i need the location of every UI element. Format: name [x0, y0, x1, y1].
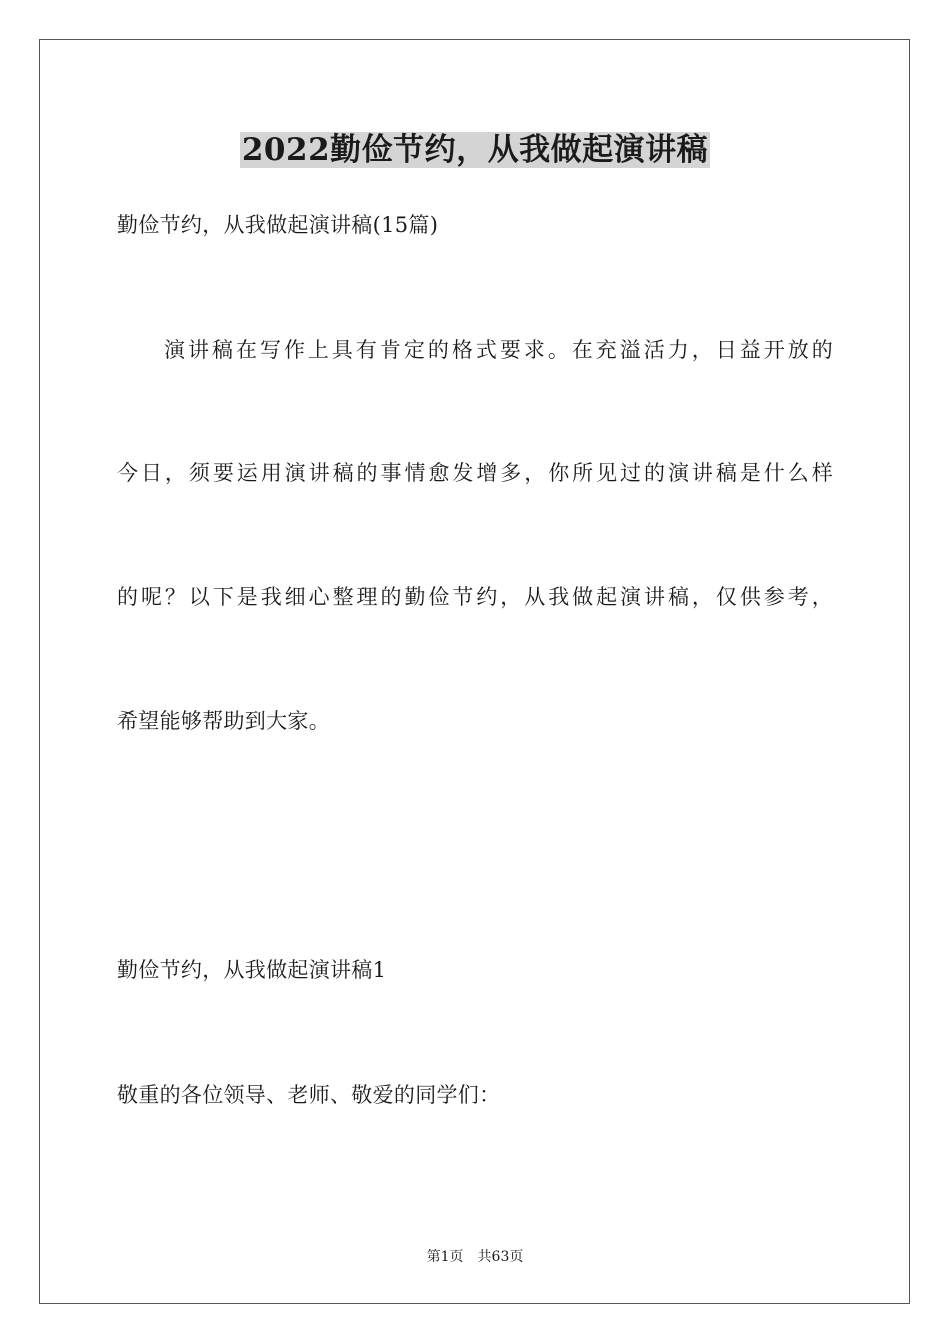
intro-line-3: 的呢？以下是我细心整理的勤俭节约，从我做起演讲稿，仅供参考， — [117, 585, 833, 609]
intro-line-1: 演讲稿在写作上具有肯定的格式要求。在充溢活力，日益开放的 — [164, 338, 833, 362]
document-title — [0, 128, 950, 172]
document-title-text: 2022勤俭节约，从我做起演讲稿 — [241, 132, 709, 168]
page-footer: 第1页 共63页 — [426, 1249, 524, 1265]
intro-line-2: 今日，须要运用演讲稿的事情愈发增多，你所见过的演讲稿是什么样 — [117, 461, 833, 485]
section-heading: 勤俭节约，从我做起演讲稿1 — [117, 958, 387, 982]
intro-line-4: 希望能够帮助到大家。 — [117, 709, 330, 733]
salutation: 敬重的各位领导、老师、敬爱的同学们： — [117, 1083, 501, 1107]
document-subtitle: 勤俭节约，从我做起演讲稿(15篇) — [117, 213, 439, 237]
